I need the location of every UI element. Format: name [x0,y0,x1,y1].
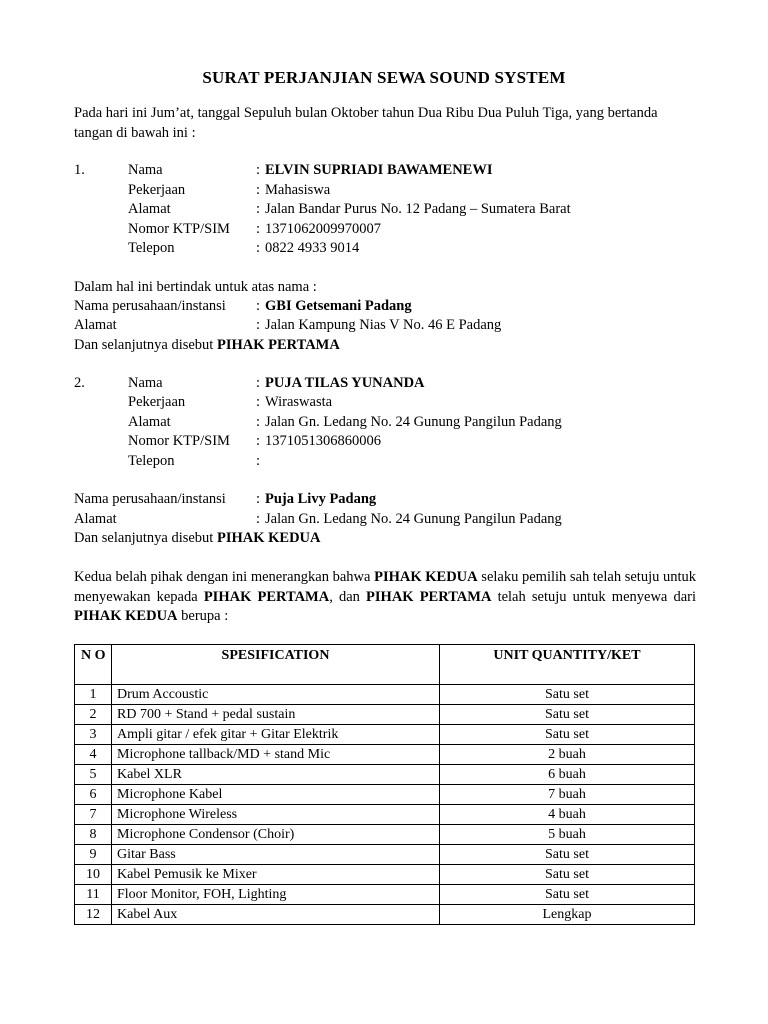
field-label: Alamat [128,201,171,217]
row-number: 8 [75,825,112,845]
designation-name: PIHAK KEDUA [216,530,321,546]
table-row [75,705,695,725]
field-colon: : [256,317,261,333]
table-row [75,765,695,785]
row-quantity: Satu set [440,705,695,725]
header-no: N O [75,645,112,685]
specification-table [74,644,695,925]
agreement-paragraph [74,568,696,627]
agreement-text: telah setuju untuk menyewa dari [497,588,697,605]
header-specification: SPESIFICATION [112,645,440,685]
row-specification: RD 700 + Stand + pedal sustain [112,705,440,725]
row-number: 12 [75,905,112,925]
field-label: Alamat [74,317,117,333]
row-specification: Kabel Aux [112,905,440,925]
row-quantity: 7 buah [440,785,695,805]
field-value: 1371062009970007 [265,221,381,237]
designation-name: PIHAK PERTAMA [216,337,340,353]
agreement-bold: PIHAK KEDUA [374,569,478,585]
agreement-text: , dan [329,588,360,605]
row-number: 2 [75,705,112,725]
field-label: Telepon [128,453,175,469]
party-1-name-value: ELVIN SUPRIADI BAWAMENEWI [265,162,493,178]
row-quantity: Satu set [440,885,695,905]
table-row [75,685,695,705]
field-label: Nomor KTP/SIM [128,221,230,237]
row-quantity: Satu set [440,865,695,885]
field-value: Mahasiswa [265,182,331,198]
field-value: Jalan Kampung Nias V No. 46 E Padang [265,317,502,333]
row-quantity: 2 buah [440,745,695,765]
agreement-bold: PIHAK PERTAMA [203,588,330,605]
row-number: 5 [75,765,112,785]
table-row [75,885,695,905]
table-row [75,865,695,885]
table-row [75,785,695,805]
agreement-bold: PIHAK KEDUA [74,608,178,624]
field-colon: : [256,201,261,217]
row-specification: Kabel Pemusik ke Mixer [112,865,440,885]
row-specification: Microphone Kabel [112,785,440,805]
party-1-number: 1. [74,162,85,178]
field-colon: : [256,221,261,237]
table-row [75,725,695,745]
field-colon: : [256,394,261,410]
field-label: Alamat [128,414,171,430]
row-quantity: Satu set [440,845,695,865]
row-quantity: 6 buah [440,765,695,785]
row-specification: Ampli gitar / efek gitar + Gitar Elektrik [112,725,440,745]
designation-prefix: Dan selanjutnya disebut [74,530,214,546]
field-label: Nomor KTP/SIM [128,433,230,449]
table-header-row [75,645,695,685]
party-2-number: 2. [74,375,85,391]
field-value: Jalan Gn. Ledang No. 24 Gunung Pangilun Padang [265,511,562,527]
field-label: Nama perusahaan/instansi [74,298,226,314]
row-quantity: 4 buah [440,805,695,825]
table-row [75,845,695,865]
field-label: Nama perusahaan/instansi [74,491,226,507]
row-quantity: 5 buah [440,825,695,845]
table-row [75,745,695,765]
field-colon: : [256,240,261,256]
party-1-company-value: GBI Getsemani Padang [265,298,412,314]
field-colon: : [256,491,261,507]
table-row [75,825,695,845]
field-value: Wiraswasta [265,394,333,410]
agreement-text: berupa : [181,608,229,624]
party-2-name-value: PUJA TILAS YUNANDA [265,375,425,391]
field-colon: : [256,453,261,469]
field-label: Nama [128,375,163,391]
row-specification: Gitar Bass [112,845,440,865]
party-2-company-value: Puja Livy Padang [265,491,377,507]
row-specification: Microphone Condensor (Choir) [112,825,440,845]
agreement-text: selaku pemilih sah telah setuju untuk menyewakan kepada [74,569,697,605]
field-value: Jalan Gn. Ledang No. 24 Gunung Pangilun Padang [265,414,562,430]
field-value: 0822 4933 9014 [265,240,360,256]
row-specification: Drum Accoustic [112,685,440,705]
row-specification: Floor Monitor, FOH, Lighting [112,885,440,905]
field-label: Telepon [128,240,175,256]
field-value: 1371051306860006 [265,433,381,449]
row-number: 7 [75,805,112,825]
field-label: Alamat [74,511,117,527]
field-value: Jalan Bandar Purus No. 12 Padang – Sumatera Barat [265,201,571,217]
row-number: 4 [75,745,112,765]
field-colon: : [256,182,261,198]
field-colon: : [256,511,261,527]
field-colon: : [256,414,261,430]
field-colon: : [256,298,261,314]
row-specification: Microphone Wireless [112,805,440,825]
row-number: 10 [75,865,112,885]
row-quantity: Satu set [440,685,695,705]
table-row [75,905,695,925]
designation-prefix: Dan selanjutnya disebut [74,337,214,353]
row-specification: Microphone tallback/MD + stand Mic [112,745,440,765]
document-title: SURAT PERJANJIAN SEWA SOUND SYSTEM [202,68,566,87]
acting-for-text: Dalam hal ini bertindak untuk atas nama : [74,279,317,295]
field-label: Nama [128,162,163,178]
field-colon: : [256,162,261,178]
field-colon: : [256,433,261,449]
field-label: Pekerjaan [128,394,186,410]
table-row [75,805,695,825]
header-quantity: UNIT QUANTITY/KET [440,645,695,685]
field-label: Pekerjaan [128,182,186,198]
row-quantity: Satu set [440,725,695,745]
agreement-text: Kedua belah pihak dengan ini menerangkan bahwa [74,569,371,585]
row-quantity: Lengkap [440,905,695,925]
row-number: 11 [75,885,112,905]
row-number: 6 [75,785,112,805]
row-number: 1 [75,685,112,705]
row-number: 3 [75,725,112,745]
intro-paragraph: Pada hari ini Jum’at, tanggal Sepuluh bulan Oktober tahun Dua Ribu Dua Puluh Tiga, yang bertanda tangan di bawah ini : [74,105,658,141]
row-specification: Kabel XLR [112,765,440,785]
field-colon: : [256,375,261,391]
row-number: 9 [75,845,112,865]
agreement-bold: PIHAK PERTAMA [366,588,492,605]
